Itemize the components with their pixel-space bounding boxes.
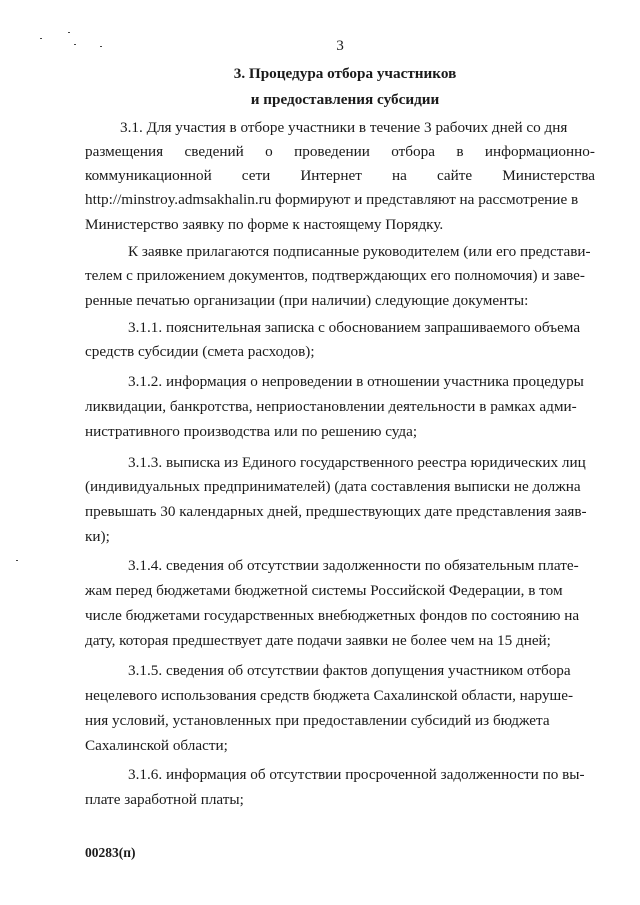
item-3-1-4-line-4: дату, которая предшествует дате подачи заявки не более чем на 15 дней; bbox=[85, 632, 551, 649]
word: сведений bbox=[184, 143, 244, 160]
word: Интернет bbox=[300, 167, 362, 184]
word: отбора bbox=[391, 143, 435, 160]
item-3-1-2-line-3: нистративного производства или по решению суда; bbox=[85, 423, 418, 440]
item-3-1-3-line-1: 3.1.3. выписка из Единого государственного реестра юридических лиц bbox=[128, 454, 586, 471]
item-3-1-6-line-1: 3.1.6. информация об отсутствии просроченной задолженности по вы- bbox=[128, 766, 585, 783]
item-3-1-4-line-3: числе бюджетами государственных внебюджетных фондов по состоянию на bbox=[85, 607, 580, 624]
item-3-1-1-line-1: 3.1.1. пояснительная записка с обоснованием запрашиваемого объема bbox=[128, 319, 581, 336]
word: сайте bbox=[436, 167, 473, 184]
item-3-1-3-line-4: ки); bbox=[85, 528, 110, 545]
attachments-line-3: ренные печатью организации (при наличии) следующие документы: bbox=[85, 292, 529, 309]
para-3-1-line-5: Министерство заявку по форме к настоящему Порядку. bbox=[85, 216, 444, 233]
word: размещения bbox=[85, 143, 164, 160]
item-3-1-2-line-1: 3.1.2. информация о непроведении в отношении участника процедуры bbox=[128, 373, 584, 390]
para-3-1-line-3 bbox=[85, 166, 595, 186]
document-code: 00283(п) bbox=[85, 845, 136, 860]
para-3-1-line-2 bbox=[85, 142, 595, 162]
word: проведении bbox=[294, 143, 370, 160]
item-3-1-4-line-2: жам перед бюджетами бюджетной системы Российской Федерации, в том bbox=[85, 582, 563, 599]
item-3-1-2-line-2: ликвидации, банкротства, неприостановлении деятельности в рамках адми- bbox=[85, 398, 577, 415]
page-number: 3 bbox=[336, 37, 344, 54]
section-heading-line-1: 3. Процедура отбора участников bbox=[233, 65, 457, 82]
word: о bbox=[265, 143, 273, 160]
item-3-1-5-line-1: 3.1.5. сведения об отсутствии фактов допущения участником отбора bbox=[128, 662, 571, 679]
word: коммуникационной bbox=[85, 167, 212, 184]
word: на bbox=[392, 167, 407, 184]
attachments-line-2: телем с приложением документов, подтверждающих его полномочия) и заве- bbox=[85, 267, 585, 284]
item-3-1-4-line-1: 3.1.4. сведения об отсутствии задолженности по обязательным плате- bbox=[128, 557, 579, 574]
item-3-1-3-line-2: (индивидуальных предпринимателей) (дата составления выписки не должна bbox=[85, 478, 581, 495]
scan-speck bbox=[68, 32, 70, 33]
item-3-1-1-line-2: средств субсидии (смета расходов); bbox=[85, 343, 315, 360]
scan-speck bbox=[16, 560, 18, 561]
attachments-line-1: К заявке прилагаются подписанные руководителем (или его представи- bbox=[128, 243, 591, 260]
item-3-1-5-line-2: нецелевого использования средств бюджета Сахалинской области, наруше- bbox=[85, 687, 574, 704]
word: информационно- bbox=[484, 143, 595, 160]
section-heading-line-2: и предоставления субсидии bbox=[250, 91, 440, 108]
item-3-1-5-line-3: ния условий, установленных при предоставлении субсидий из бюджета bbox=[85, 712, 550, 729]
word: Министерства bbox=[502, 167, 595, 184]
word: в bbox=[456, 143, 464, 160]
item-3-1-3-line-3: превышать 30 календарных дней, предшествующих дате представления заяв- bbox=[85, 503, 587, 520]
para-3-1-line-1: 3.1. Для участия в отборе участники в течение 3 рабочих дней со дня bbox=[120, 119, 568, 136]
word: сети bbox=[241, 167, 271, 184]
item-3-1-5-line-4: Сахалинской области; bbox=[85, 737, 228, 754]
para-3-1-line-4: http://minstroy.admsakhalin.ru формируют и представляют на рассмотрение в bbox=[85, 191, 579, 208]
item-3-1-6-line-2: плате заработной платы; bbox=[85, 791, 244, 808]
